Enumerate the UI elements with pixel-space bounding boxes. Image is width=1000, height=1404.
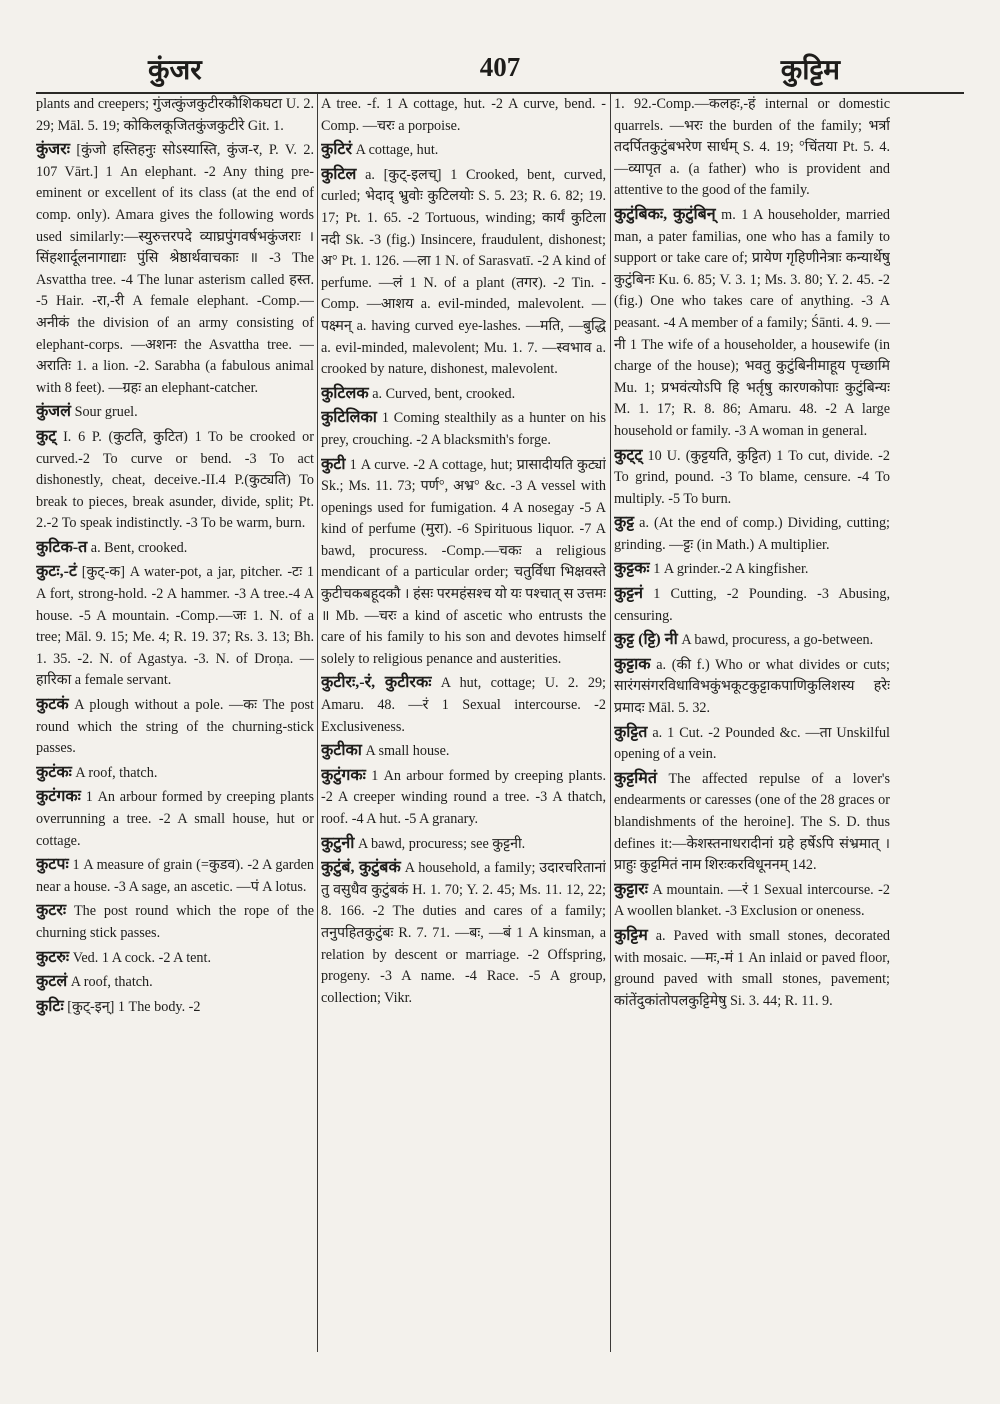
entry-definition: A plough without a pole. —कः The post round which the string of the churning-stick passes. (36, 697, 314, 757)
entry-headword: कुट् (36, 427, 57, 445)
column-divider (610, 94, 611, 1352)
column-2 (321, 94, 606, 1352)
dictionary-entry (614, 654, 890, 720)
dictionary-entry (321, 407, 606, 451)
entry-headword: कुटिलिका (321, 409, 377, 427)
left-guide-word: कुंजर (148, 53, 202, 86)
entry-definition: 10 U. (कुट्टयति, कुट्टित) 1 To cut, divide. -2 To grind, pound. -3 To blame, censure. -4 To multiply. -5 To burn. (614, 447, 890, 507)
page-header (36, 50, 964, 90)
dictionary-entry (614, 204, 890, 443)
entry-definition: 1 A curve. -2 A cottage, hut; प्रासादीयति कुट्यां Sk.; Ms. 11. 73; पर्ण°, अभ्र° &c. -3 A vessel with openings used for fumigation. 4 A nosegay -5 A kind of perfume (मुरा). -6 Spirituous liquor. -7 A bawd, procuress. -Comp.—चकः a religious mendicant of a particular order; चतुर्विधा भिक्षवस्ते कुटीचकबहूदकौ । हंसः परमहंसश्च यो यः पश्चात् स उत्तमः ॥ Mb. —चरः a kind of ascetic who entrusts the care of his family to his son and devotes himself solely to religious penance and austerities. (321, 456, 606, 667)
dictionary-entry (321, 164, 606, 381)
entry-definition: a. Bent, crooked. (87, 539, 188, 556)
entry-headword: कुट्टमितं (614, 769, 657, 787)
entry-headword: कुटिः (36, 997, 64, 1015)
entry-headword: कुट्ट (ट्टि) नी (614, 631, 678, 649)
entry-definition: A bawd, procuress, a go-between. (677, 632, 874, 649)
entry-definition: 1 Cutting, -2 Pounding. -3 Abusing, censuring. (614, 586, 890, 624)
dictionary-entry (36, 426, 314, 535)
entry-definition: A cottage, hut. (352, 142, 439, 159)
entry-definition: A mountain. —रं 1 Sexual intercourse. -2 A woollen blanket. -3 Exclusion or oneness. (614, 881, 890, 920)
entry-headword: कुटंकः (36, 763, 72, 781)
entry-definition: A roof, thatch. (67, 974, 153, 991)
entry-headword: कुट्टकः (614, 560, 650, 578)
entry-headword: कुटः,-टं (36, 563, 77, 581)
entry-definition: A small house. (361, 743, 450, 760)
entry-definition: 1 Coming stealthily as a hunter on his prey, crouching. -2 A blacksmith's forge. (321, 410, 606, 448)
continued-entry: 1. 92.-Comp.—कलहः,-हं internal or domestic quarrels. —भरः the burden of the family; भर्त्रा तदर्पितकुटुंबभरेण सार्धम् S. 4. 19; °चिंतया Pt. 5. 4. —व्यापृत a. (a father) who is provident and attentive to the good of the family. (614, 96, 890, 199)
entry-definition: A bawd, procuress; see कुट्टनी. (354, 835, 526, 852)
entry-headword: कुंजरः (36, 141, 70, 159)
entry-definition: a. Paved with small stones, decorated with mosaic. —मः,-मं 1 An inlaid or paved floor, ground paved with small stones, pavement; कांतेंदुकांतोपलकुट्टिमेषु Si. 3. 44; R. 11. 9. (614, 927, 890, 1009)
entry-definition: a. (की f.) Who or what divides or cuts; सारंगसंगरविधाविभकुंभकूटकुट्टाकपाणिकुलिशस्य हरेः प्रमादः Māl. 5. 32. (614, 656, 890, 717)
entry-definition: A hut, cottage; U. 2. 29; Amaru. 48. —रं 1 Sexual intercourse. -2 Exclusiveness. (321, 675, 606, 735)
entry-definition: 1 An arbour formed by creeping plants overrunning a tree. -2 A small house, hut or cottage. (36, 789, 314, 849)
continued-entry: A tree. -f. 1 A cottage, hut. -2 A curve, bend. -Comp. —चरः a porpoise. (321, 96, 606, 134)
entry-definition: 1 An arbour formed by creeping plants. -2 A creeper winding round a tree. -3 A thatch, roof. -4 A hut. -5 A granary. (321, 767, 606, 827)
dictionary-entry (614, 629, 890, 652)
entry-headword: कुटपः (36, 856, 69, 874)
dictionary-entry (36, 947, 314, 970)
dictionary-entry (36, 694, 314, 760)
dictionary-entry (321, 672, 606, 738)
entry-headword: कुटीरः,-रं, कुटीरकः (321, 674, 432, 692)
dictionary-entry (614, 558, 890, 581)
entry-definition: Ved. 1 A cock. -2 A tent. (69, 949, 212, 966)
entry-headword: कुटलं (36, 973, 68, 991)
entry-headword: कुटिलक (321, 384, 369, 402)
dictionary-entry (614, 768, 890, 877)
entry-definition: The affected repulse of a lover's endearments or caresses (one of the 28 graces or blandishments of the heroine]. The S. D. thus defines it:—केशस्तनाधरादीनां ग्रहे हर्षेऽपि संभ्रमात् । प्राहुः कुट्टमितं नाम शिरःकरविधूननम् 142. (614, 770, 890, 874)
entry-headword: कुटुंगकः (321, 766, 366, 784)
entry-headword: कुटरः (36, 902, 67, 920)
column-1 (36, 94, 314, 1352)
dictionary-entry (614, 722, 890, 766)
dictionary-entry (36, 762, 314, 785)
entry-headword: कुटकं (36, 696, 69, 714)
entry-headword: कुटुंबिकः, कुटुंबिन् (614, 205, 716, 223)
entry-definition: a. [कुट्-इलच्] 1 Crooked, bent, curved, curled; भेदाद् भ्रुवोः कुटिलयोः S. 5. 23; R. 6. 82; 19. 17; Pt. 1. 65. -2 Tortuous, winding; कार्यं कुटिला नदी Sk. -3 (fig.) Insincere, fraudulent, dishonest; अ° Pt. 1. 126. —ला 1 N. of Sarasvatī. -2 A kind of perfume. —लं 1 N. of a plant (तगर). -2 Tin. -Comp. —आशय a. evil-minded, malevolent. —पक्ष्मन् a. having curved eye-lashes. —मति, —बुद्धि a. evil-minded, malevolent; Mu. 1. 7. —स्वभाव a. crooked by nature, dishonest, malevolent. (321, 166, 606, 378)
entry-definition: a. (At the end of comp.) Dividing, cutting; grinding. —ट्टः (in Math.) A multiplier. (614, 515, 890, 553)
dictionary-entry (614, 512, 890, 556)
entry-definition: 1 A measure of grain (=कुडव). -2 A garden near a house. -3 A sage, an ascetic. —पं A lotus. (36, 857, 314, 895)
dictionary-entry (36, 786, 314, 852)
entry-definition: The post round which the rope of the churning stick passes. (36, 903, 314, 941)
column-3 (614, 94, 890, 1352)
entry-headword: कुटरुः (36, 948, 70, 966)
dictionary-entry (36, 971, 314, 994)
entry-definition: [कुट्-क] A water-pot, a jar, pitcher. -टः 1 A fort, strong-hold. -2 A hammer. -3 A tree.-4 A house. -5 A mountain. -Comp.—जः 1. N. of a tree; Māl. 9. 15; Me. 4; R. 19. 37; Rs. 3. 13; Bh. 1. 35. -2. N. of Agastya. -3. N. of Droṇa. —हारिका a female servant. (36, 564, 314, 689)
entry-headword: कुटंगकः (36, 788, 81, 806)
entry-definition: I. 6 P. (कुटति, कुटित) 1 To be crooked or curved.-2 To curve or bend. -3 To act dishonestly, cheat, deceive.-II.4 P.(कुट्यति) To break to pieces, break asunder, divide, split; Pt. 2.-2 To speak indistinctly. -3 To be warm, burn. (36, 428, 314, 532)
entry-definition: A roof, thatch. (71, 764, 158, 781)
entry-headword: कुटीका (321, 742, 362, 760)
page-number: 407 (479, 52, 521, 82)
entry-definition: Sour gruel. (71, 404, 138, 421)
dictionary-entry (36, 537, 314, 560)
entry-definition: [कुंजो हस्तिहनुः सोऽस्यास्ति, कुंज-र, P. V. 2. 107 Vārt.] 1 An elephant. -2 Any thing pre-eminent or excellent of its class (at the end of comp. only). Amara gives the following words used similarly:—स्युरुत्तरपदे व्याघ्रपुंगवर्षभकुंजराः । सिंहशार्दूलनागाद्याः पुंसि श्रेष्ठार्थवाचकाः ॥ -3 The Asvattha tree. -4 The lunar asterism called हस्त. -5 Hair. -रा,-री A female elephant. -Comp.—अनीकं the division of an army consisting of elephant-corps. —अशनः the Asvattha tree. —अरातिः 1. a lion. -2. Sarabha (a fabulous animal with 8 feet). —ग्रहः an elephant-catcher. (36, 142, 314, 396)
dictionary-entry (36, 401, 314, 424)
dictionary-entry (614, 583, 890, 627)
entry-definition: A household, a family; उदारचरितानां तु वसुधैव कुटुंबकं H. 1. 70; Y. 2. 45; Ms. 11. 12, 22; 8. 166. -2 The duties and cares of a family; तनुपहितकुटुंबः R. 7. 71. —बः, —बं 1 A kinsman, a relation by descent or marriage. -2 Offspring, progeny. -3 A name. -4 Race. -5 A group, collection; Vikr. (321, 860, 606, 1006)
dictionary-entry (321, 765, 606, 831)
dictionary-entry (321, 383, 606, 406)
dictionary-entry (36, 139, 314, 399)
entry-headword: कुटुंबं, कुटुंबकं (321, 859, 401, 877)
entry-headword: कुट्टनं (614, 585, 643, 603)
entry-definition: a. 1 Cut. -2 Pounded &c. —ता Unskilful opening of a vein. (614, 724, 890, 763)
entry-headword: कुट्ट (614, 514, 635, 532)
dictionary-entry (36, 854, 314, 898)
entry-definition: m. 1 A householder, married man, a pater familias, one who has a family to support or take care of; प्रायेण गृहिणीनेत्राः कन्यार्थेषु कुटुंबिनः Ku. 6. 85; V. 3. 1; Ms. 3. 80; Y. 2. 45. -2 (fig.) One who takes care of anything. -3 A peasant. -4 A member of a family; Śānti. 4. 9. —नी 1 The wife of a householder, a housewife (in charge of the house); भवतु कुटुंबिनीमाहूय पृच्छामि Mu. 1; प्रभवंत्योऽपि हि भर्तृषु कारणकोपाः कुटुंबिन्यः M. 1. 17; R. 8. 86; Amaru. 48. -2 A large household or family. -3 A woman in general. (614, 206, 890, 439)
dictionary-entry (321, 857, 606, 1009)
entry-headword: कुटुनी (321, 834, 355, 852)
entry-headword: कुट्टाक (614, 655, 651, 673)
dictionary-entry (36, 996, 314, 1019)
dictionary-entry (321, 139, 606, 162)
entry-headword: कुंजलं (36, 403, 72, 421)
entry-headword: कुट्ट् (614, 446, 643, 464)
entry-headword: कुटिरं (321, 141, 353, 159)
entry-headword: कुटिल (321, 165, 357, 183)
entry-headword: कुटी (321, 455, 346, 473)
dictionary-entry (321, 833, 606, 856)
continued-entry: plants and creepers; गुंजत्कुंजकुटीरकौशिकघटा U. 2. 29; Māl. 5. 19; कोकिलकूजितकुंजकुटीरे Git. 1. (36, 96, 314, 134)
entry-headword: कुटिक-त (36, 538, 88, 556)
entry-definition: [कुट्-इन्] 1 The body. -2 (63, 998, 201, 1015)
dictionary-entry (36, 561, 314, 692)
dictionary-entry (614, 925, 890, 1012)
dictionary-entry (614, 879, 890, 923)
right-guide-word: कुट्टिम (780, 53, 840, 86)
dictionary-entry (36, 900, 314, 944)
dictionary-entry (614, 445, 890, 511)
entry-headword: कुट्टिम (614, 926, 648, 944)
dictionary-entry (321, 454, 606, 671)
dictionary-entry (321, 740, 606, 763)
entry-definition: a. Curved, bent, crooked. (368, 385, 516, 402)
entry-headword: कुट्टारः (614, 880, 649, 898)
column-divider (317, 94, 318, 1352)
entry-definition: 1 A grinder.-2 A kingfisher. (649, 561, 809, 578)
entry-headword: कुट्टित (614, 723, 648, 741)
